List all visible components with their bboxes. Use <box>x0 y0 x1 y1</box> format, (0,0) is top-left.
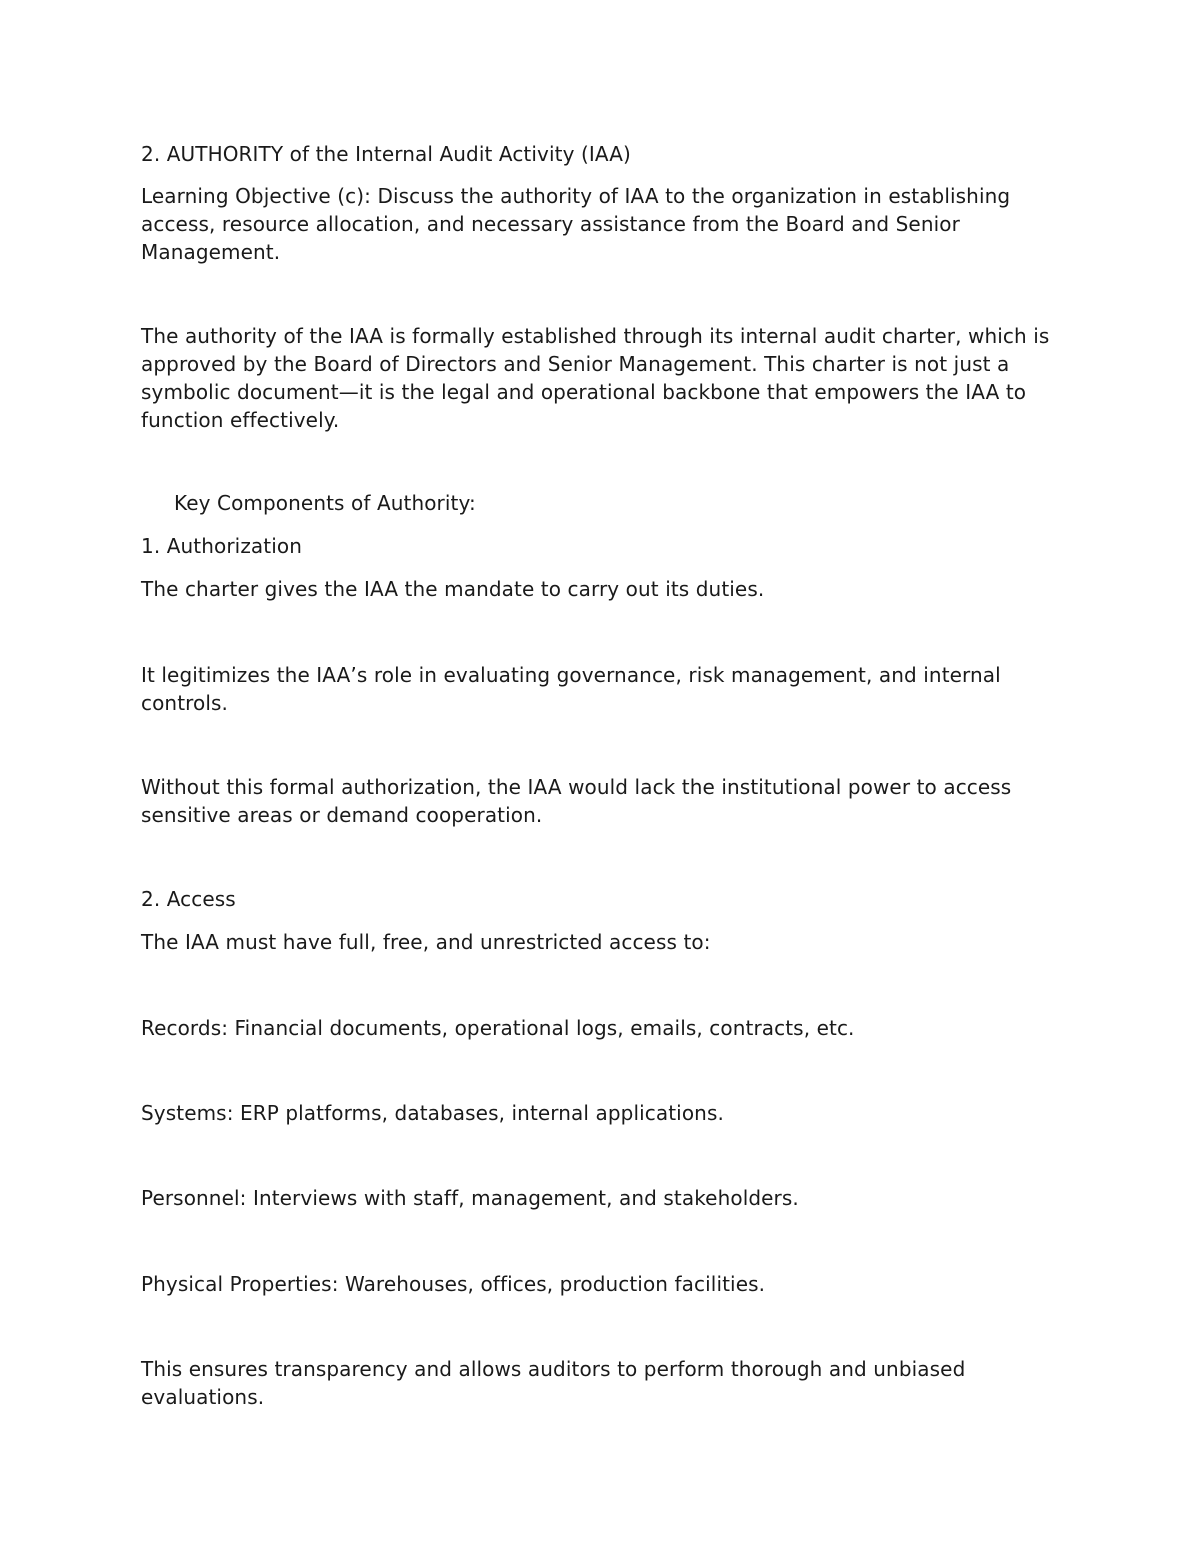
authorization-paragraph-2: It legitimizes the IAA’s role in evaluating governance, risk management, and internal controls. <box>141 663 1001 715</box>
access-personnel: Personnel: Interviews with staff, management, and stakeholders. <box>141 1186 799 1210</box>
authorization-paragraph-3: Without this formal authorization, the IAA would lack the institutional power to access sensitive areas or demand cooperation. <box>141 775 1012 827</box>
access-conclusion: This ensures transparency and allows auditors to perform thorough and unbiased evaluations. <box>141 1357 966 1409</box>
access-systems: Systems: ERP platforms, databases, internal applications. <box>141 1101 724 1125</box>
access-title: 2. Access <box>141 887 236 911</box>
access-physical-properties: Physical Properties: Warehouses, offices, production facilities. <box>141 1272 766 1296</box>
authorization-paragraph-1: The charter gives the IAA the mandate to carry out its duties. <box>141 577 765 601</box>
intro-paragraph: The authority of the IAA is formally established through its internal audit charter, which is approved by the Board of Directors and Senior Management. This charter is not just a symbolic document—it is the legal and operational backbone that empowers the IAA to function effectively. <box>141 324 1050 432</box>
access-intro: The IAA must have full, free, and unrestricted access to: <box>141 930 711 954</box>
learning-objective: Learning Objective (c): Discuss the authority of IAA to the organization in establishing access, resource allocation, and necessary assistance from the Board and Senior Management. <box>141 184 1011 264</box>
authorization-title: 1. Authorization <box>141 534 302 558</box>
key-components-heading: Key Components of Authority: <box>174 491 476 515</box>
section-heading: 2. AUTHORITY of the Internal Audit Activity (IAA) <box>141 142 631 166</box>
access-records: Records: Financial documents, operational logs, emails, contracts, etc. <box>141 1016 855 1040</box>
